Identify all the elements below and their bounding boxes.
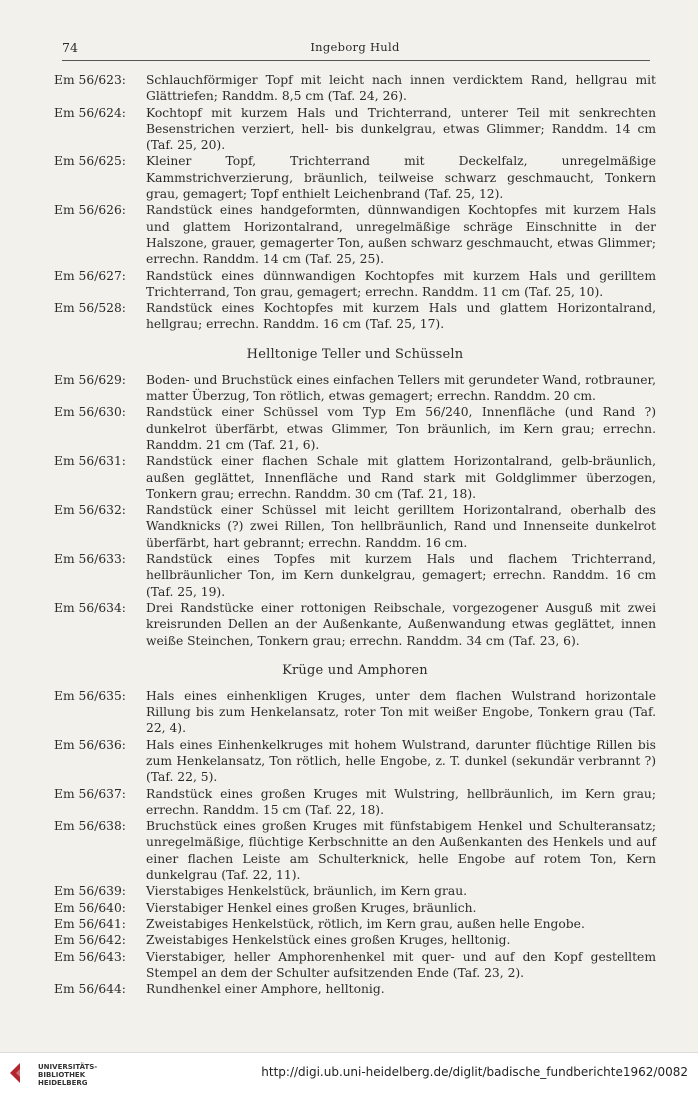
catalog-entry [54, 981, 656, 997]
entry-description: Schlauchförmiger Topf mit leicht nach innen verdicktem Rand, hellgrau mit Glättriefen; Randdm. 8,5 cm (Taf. 24, 26). [146, 73, 656, 104]
entry-number: Em 56/623: [54, 73, 126, 87]
entry-description: Randstück eines dünnwandigen Kochtopfes mit kurzem Hals und gerilltem Trichterrand, Ton grau, gemagert; errechn. Randdm. 11 cm (Taf. 25, 10). [146, 268, 656, 299]
entry-number: Em 56/630: [54, 405, 126, 420]
entry-description: Randstück einer Schüssel vom Typ Em 56/240, Innenfläche (und Rand ?) dunkelrot überfärbt, etwas Glimmer, Ton bräunlich, im Kern grau; errechn. Randdm. 21 cm (Taf. 21, 6). [146, 405, 656, 452]
catalog-entry [54, 818, 656, 883]
entry-number: Em 56/637: [54, 786, 126, 801]
catalog-entry [54, 688, 656, 737]
catalog-entry [54, 916, 656, 932]
catalog-entry [54, 404, 656, 453]
entry-number: Em 56/631: [54, 454, 126, 469]
library-name: UNIVERSITÄTS- BIBLIOTHEK HEIDELBERG [38, 1063, 98, 1087]
entry-number: Em 56/642: [54, 933, 126, 948]
entry-description: Vierstabiger, heller Amphorenhenkel mit quer- und auf den Kopf gestelltem Stempel an dem der Schulter aufsitzenden Ende (Taf. 23, 2). [146, 949, 656, 980]
catalog-entry [54, 268, 656, 301]
entry-number: Em 56/638: [54, 819, 126, 834]
entry-number: Em 56/624: [54, 105, 126, 120]
entry-description: Kochtopf mit kurzem Hals und Trichterrand, unterer Teil mit senkrechten Besenstrichen verziert, hell- bis dunkelgrau, etwas Glimmer; Randdm. 14 cm (Taf. 25, 20). [146, 105, 656, 153]
catalog-entry [54, 502, 656, 551]
running-head-author: Ingeborg Huld [310, 40, 400, 54]
catalog-entry [54, 551, 656, 600]
entry-number: Em 56/625: [54, 154, 126, 169]
catalog-entry [54, 949, 656, 982]
catalog-text [54, 72, 656, 997]
entry-number: Em 56/627: [54, 268, 126, 283]
permalink-url[interactable]: http://digi.ub.uni-heidelberg.de/diglit/badische_fundberichte1962/0082 [261, 1065, 688, 1079]
entry-description: Vierstabiger Henkel eines großen Kruges, bräunlich. [146, 900, 477, 915]
section-heading: Krüge und Amphoren [282, 662, 428, 678]
catalog-entry [54, 372, 656, 405]
section-heading: Helltonige Teller und Schüsseln [246, 346, 464, 362]
entry-description: Rundhenkel einer Amphore, helltonig. [146, 982, 385, 997]
entry-description: Randstück eines Topfes mit kurzem Hals und flachem Trichterrand, hellbräunlicher Ton, im Kern dunkelgrau, gemagert; errechn. Randdm. 16 cm (Taf. 25, 19). [146, 552, 656, 599]
entry-number: Em 56/632: [54, 503, 126, 518]
catalog-entry [54, 153, 656, 202]
entry-description: Randstück einer flachen Schale mit glattem Horizontalrand, gelb-bräunlich, außen geglättet, Innenfläche und Rand stark mit Goldglimmer überzogen, Tonkern grau; errechn. Randdm. 30 cm (Taf. 21, 18). [146, 454, 656, 501]
catalog-entry [54, 883, 656, 899]
entry-number: Em 56/633: [54, 552, 126, 567]
entry-description: Vierstabiges Henkelstück, bräunlich, im Kern grau. [146, 884, 468, 899]
entry-description: Kleiner Topf, Trichterrand mit Deckelfalz, unregelmäßige Kammstrichverzierung, bräunlich, teilweise schwarz geschmaucht, Tonkern grau, gemagert; Topf enthielt Leichenbrand (Taf. 25, 12). [146, 154, 656, 202]
catalog-entry [54, 932, 656, 948]
entry-description: Hals eines einhenkligen Kruges, unter dem flachen Wulstrand horizontale Rillung bis zum Henkelansatz, roter Ton mit weißer Engobe, Tonkern grau (Taf. 22, 4). [146, 688, 656, 736]
entry-number: Em 56/626: [54, 203, 126, 218]
entry-number: Em 56/643: [54, 949, 126, 964]
entry-number: Em 56/634: [54, 600, 126, 615]
catalog-entry [54, 786, 656, 819]
entry-number: Em 56/640: [54, 900, 126, 915]
entry-description: Drei Randstücke einer rottonigen Reibschale, vorgezogener Ausguß mit zwei kreisrunden Dellen an der Außenkante, Außenwandung etwas geglättet, innen weiße Steinchen, Tonkern grau; errechn. Randdm. 34 cm (Taf. 23, 6). [146, 600, 656, 648]
entry-description: Boden- und Bruchstück eines einfachen Tellers mit gerundeter Wand, rotbrauner, matter Überzug, Ton rötlich, etwas gemagert; errechn. Randdm. 20 cm. [146, 372, 656, 404]
catalog-entry [54, 453, 656, 502]
catalog-entry [54, 737, 656, 786]
catalog-entry [54, 72, 656, 105]
catalog-entry [54, 105, 656, 154]
header-rule [62, 60, 650, 61]
entry-number: Em 56/635: [54, 688, 126, 703]
entry-number: Em 56/644: [54, 982, 126, 997]
catalog-entry [54, 900, 656, 916]
entry-description: Zweistabiges Henkelstück eines großen Kruges, helltonig. [146, 933, 511, 948]
entry-number: Em 56/528: [54, 301, 126, 316]
entry-description: Randstück einer Schüssel mit leicht gerilltem Horizontalrand, oberhalb des Wandknicks (?) zwei Rillen, Ton hellbräunlich, Rand und Innenseite dunkelrot überfärbt, hart gebrannt; errechn. Randdm. 16 cm. [146, 503, 656, 550]
entry-description: Randstück eines Kochtopfes mit kurzem Hals und glattem Horizontalrand, hellgrau; errechn. Randdm. 16 cm (Taf. 25, 17). [146, 301, 656, 332]
running-header [62, 40, 648, 60]
entry-number: Em 56/639: [54, 884, 126, 899]
entry-description: Hals eines Einhenkelkruges mit hohem Wulstrand, darunter flüchtige Rillen bis zum Henkelansatz, Ton rötlich, helle Engobe, z. T. dunkel (sekundär verbrannt ?) (Taf. 22, 5). [146, 737, 656, 785]
entry-number: Em 56/629: [54, 372, 126, 387]
entry-description: Randstück eines handgeformten, dünnwandigen Kochtopfes mit kurzem Hals und glattem Horizontalrand, unregelmäßige schräge Einschnitte in der Halszone, grauer, gemagerter Ton, außen schwarz geschmaucht, etwas Glimmer; errechn. Randdm. 14 cm (Taf. 25, 25). [146, 203, 656, 267]
entry-description: Randstück eines großen Kruges mit Wulstring, hellbräunlich, im Kern grau; errechn. Randdm. 15 cm (Taf. 22, 18). [146, 786, 656, 817]
university-library-logo-icon [8, 1061, 32, 1085]
page-number: 74 [62, 40, 78, 55]
entry-number: Em 56/641: [54, 916, 126, 931]
catalog-entry [54, 300, 656, 333]
catalog-entry [54, 600, 656, 649]
footer-bar [0, 1052, 698, 1102]
entry-description: Zweistabiges Henkelstück, rötlich, im Kern grau, außen helle Engobe. [146, 916, 585, 931]
entry-description: Bruchstück eines großen Kruges mit fünfstabigem Henkel und Schulteransatz; unregelmäßige, flüchtige Kerbschnitte an den Außenkanten des Henkels und auf einer flachen Leiste am Schulterknick, helle Engobe auf rotem Ton, Kern dunkelgrau (Taf. 22, 11). [146, 819, 656, 883]
catalog-entry [54, 202, 656, 267]
entry-number: Em 56/636: [54, 737, 126, 752]
